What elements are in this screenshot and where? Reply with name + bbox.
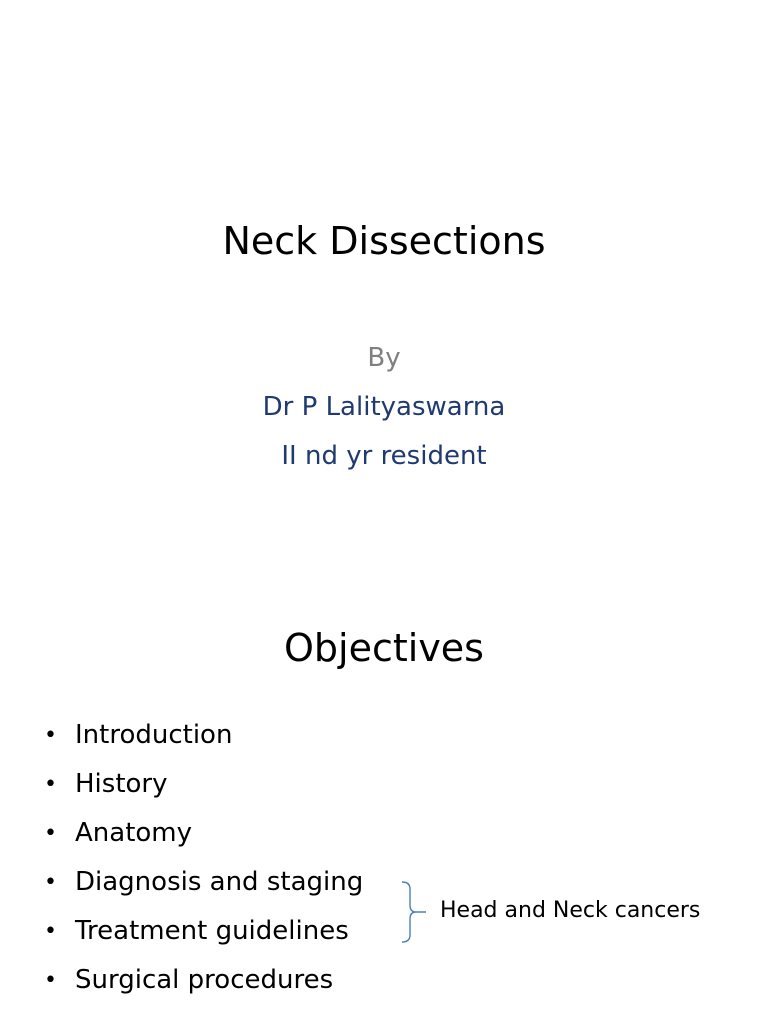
- bullet-icon: •: [44, 919, 57, 944]
- bullet-icon: •: [44, 723, 57, 748]
- list-item-text: History: [75, 769, 168, 799]
- list-item-text: Anatomy: [75, 818, 193, 848]
- brace-path: [402, 882, 426, 942]
- bullet-icon: •: [44, 821, 57, 846]
- list-item: [44, 711, 363, 760]
- list-item-text: Surgical procedures: [75, 965, 334, 995]
- subtitle-author: Dr P Lalityaswarna: [262, 392, 506, 422]
- list-item-text: Treatment guidelines: [75, 916, 349, 946]
- subtitle-block: [0, 334, 768, 481]
- list-item: [44, 956, 363, 1005]
- bullet-icon: •: [44, 968, 57, 993]
- slide-title: Objectives: [284, 626, 484, 670]
- subtitle-role: II nd yr resident: [281, 441, 487, 471]
- list-item: [44, 858, 363, 907]
- list-item-text: Introduction: [75, 720, 233, 750]
- list-item: [44, 809, 363, 858]
- brace-note: Head and Neck cancers: [440, 898, 701, 923]
- list-item-text: Diagnosis and staging: [75, 867, 364, 897]
- list-item: [44, 907, 363, 956]
- bullet-icon: •: [44, 772, 57, 797]
- list-item: [44, 760, 363, 809]
- subtitle-by: By: [367, 343, 401, 373]
- curly-brace-icon: [400, 881, 430, 943]
- objectives-slide: [0, 512, 768, 1024]
- objectives-list: [44, 711, 363, 1005]
- bullet-icon: •: [44, 870, 57, 895]
- slide-title: Neck Dissections: [222, 219, 546, 263]
